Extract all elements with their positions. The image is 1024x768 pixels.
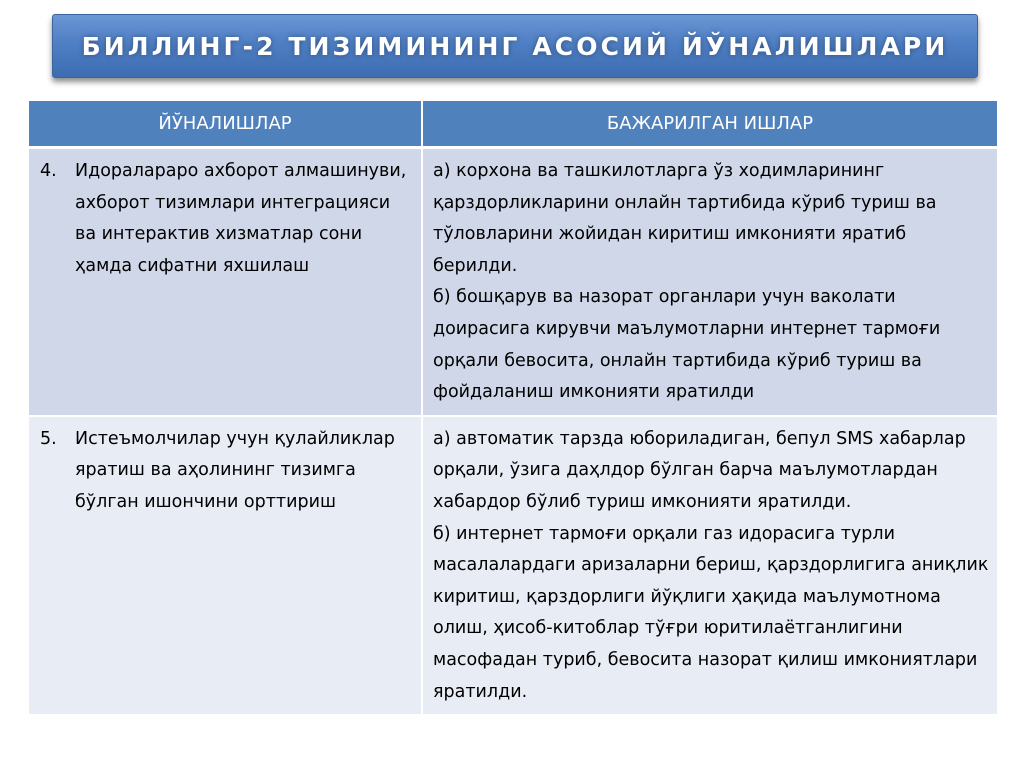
- header-directions: ЙЎНАЛИШЛАР: [29, 101, 422, 148]
- table-header-row: [29, 101, 997, 148]
- work-item: б) бошқарув ва назорат органлари учун ваколати доирасига кирувчи маълумотларни интернет тармоғи орқали бевосита, онлайн тартибида кўриб туриш ва фойдаланиш имконияти яратилди: [433, 287, 941, 403]
- directions-table: [29, 101, 997, 716]
- direction-cell: [29, 416, 422, 715]
- title-banner: [52, 14, 978, 78]
- direction-text: Идоралараро ахборот алмашинуви, ахборот тизимлари интеграцияси ва интерактив хизматлар сони ҳамда сифатни яхшилаш: [75, 161, 407, 276]
- row-number: 5.: [40, 428, 57, 449]
- table-row: [29, 148, 997, 416]
- work-item: а) корхона ва ташкилотларга ўз ходимларининг қарздорликларини онлайн тартибида кўриб туриш ва тўловларини жойидан киритиш имконияти яратиб берилди.: [433, 161, 937, 276]
- row-number: 4.: [40, 161, 57, 181]
- direction-cell: [29, 148, 422, 416]
- work-item: а) автоматик тарзда юбориладиган, бепул SMS хабарлар орқали, ўзига даҳлдор бўлган барча маълумотлардан хабардор бўлиб туриш имконияти яратилди.: [433, 428, 966, 512]
- works-cell: [422, 148, 997, 416]
- direction-text: Истеъмолчилар учун қулайликлар яратиш ва аҳолининг тизимга бўлган ишончини орттириш: [75, 428, 395, 512]
- header-completed-works: БАЖАРИЛГАН ИШЛАР: [422, 101, 997, 148]
- work-item: б) интернет тармоғи орқали газ идорасига турли масалалардаги аризаларни бериш, қарздорлигига аниқлик киритиш, қарздорлиги йўқлиги ҳақида маълумотнома олиш, ҳисоб-китоблар тўғри юритилаётганлигини масофадан туриб, бевосита назорат қилиш имкониятлари яратилди.: [433, 523, 989, 702]
- slide-title: БИЛЛИНГ-2 ТИЗИМИНИНГ АСОСИЙ ЙЎНАЛИШЛАРИ: [81, 31, 949, 61]
- works-cell: [422, 416, 997, 715]
- table-row: [29, 416, 997, 715]
